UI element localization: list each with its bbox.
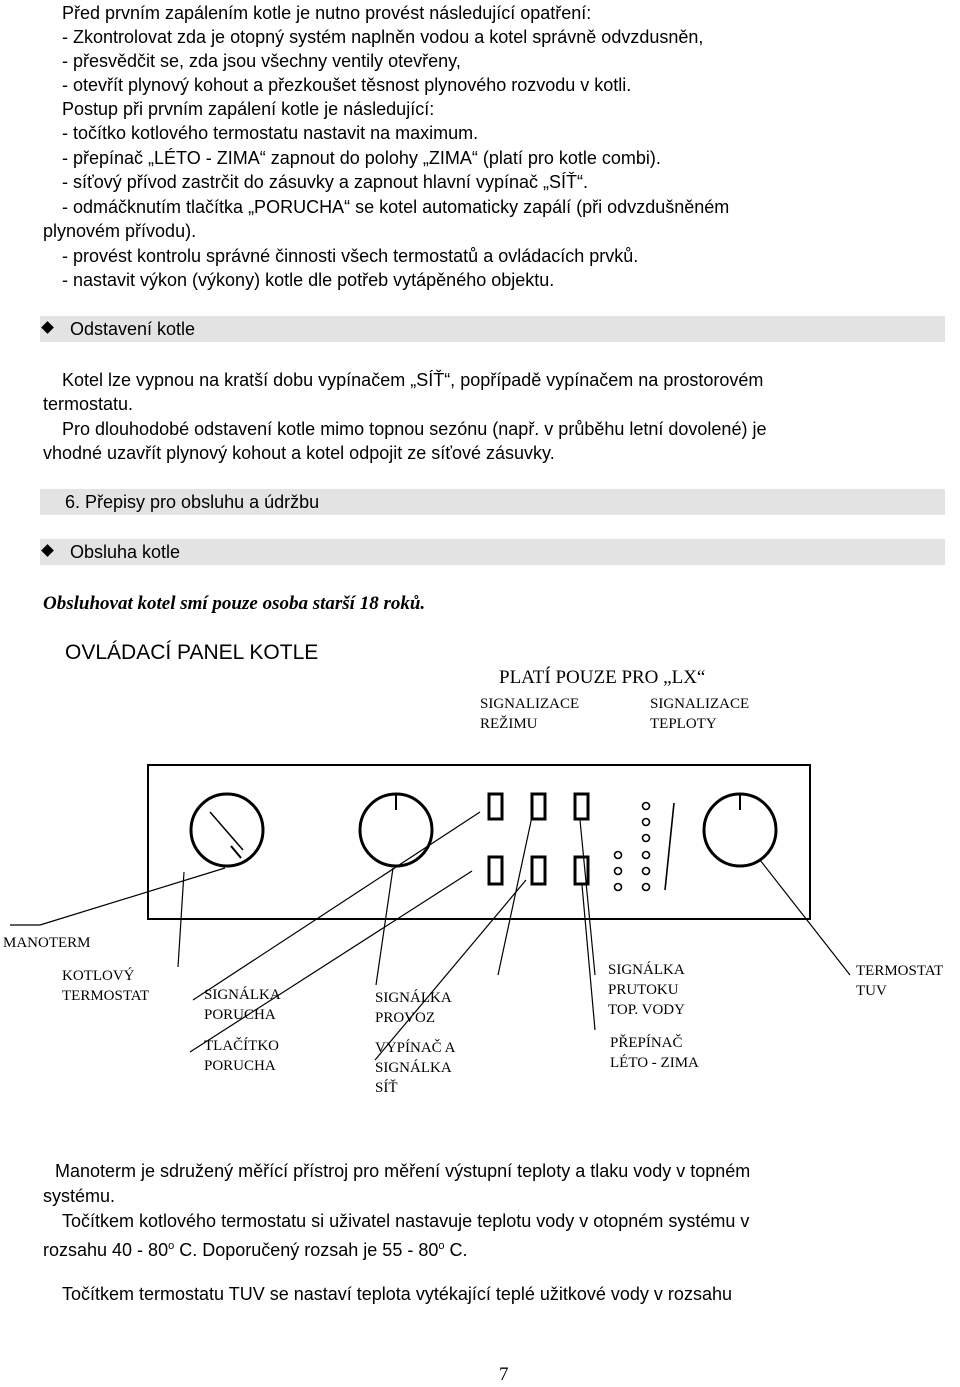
intro-line: - přepínač „LÉTO - ZIMA“ zapnout do polohy „ZIMA“ (platí pro kotle combi). bbox=[62, 148, 661, 168]
intro-line: plynovém přívodu). bbox=[43, 221, 197, 241]
label-manoterm: MANOTERM bbox=[3, 935, 91, 951]
paragraph-line: Pro dlouhodobé odstavení kotle mimo topnou sezónu (např. v průběhu letní dovolené) je bbox=[62, 419, 767, 439]
button-porucha-icon bbox=[489, 857, 502, 884]
intro-line: - provést kontrolu správné činnosti všech termostatů a ovládacích prvků. bbox=[62, 246, 639, 266]
boiler-thermostat-knob-icon bbox=[360, 794, 432, 866]
paragraph-line: rozsahu 40 - 80$^o$ C. Doporučený rozsah je 55 - 80$^o$ C. bbox=[43, 1240, 468, 1260]
label-tlacitko-porucha: TLAČÍTKO PORUCHA bbox=[204, 1038, 279, 1074]
manoterm-dial-icon bbox=[191, 794, 263, 866]
paragraph-line: termostatu. bbox=[43, 394, 134, 414]
label-signalka-prutok: SIGNÁLKA PRUTOKU TOP. VODY bbox=[608, 962, 685, 1018]
indicator-porucha-icon bbox=[489, 794, 502, 819]
indicator-provoz-icon bbox=[532, 794, 545, 819]
intro-line: - otevřít plynový kohout a přezkoušet těsnost plynového rozvodu v kotli. bbox=[62, 75, 632, 95]
intro-line: - síťový přívod zastrčit do zásuvky a zapnout hlavní vypínač „SÍŤ“. bbox=[62, 172, 588, 192]
paragraph-line: systému. bbox=[43, 1186, 116, 1206]
paragraph-line: vhodné uzavřít plynový kohout a kotel odpojit ze síťové zásuvky. bbox=[43, 443, 555, 463]
label-signalka-porucha: SIGNÁLKA PORUCHA bbox=[204, 987, 281, 1023]
label-signal-mode: SIGNALIZACE REŽIMU bbox=[480, 696, 580, 732]
label-prepinac-leto-zima: PŘEPÍNAČ LÉTO - ZIMA bbox=[610, 1035, 699, 1071]
section-heading-text: Odstavení kotle bbox=[70, 319, 196, 339]
chapter-heading-text: 6. Přepisy pro obsluhu a údržbu bbox=[65, 492, 320, 512]
panel-outline bbox=[148, 765, 810, 919]
paragraph-line: Točítkem kotlového termostatu si uživatel nastavuje teplotu vody v otopném systému v bbox=[62, 1211, 750, 1231]
intro-line: - Zkontrolovat zda je otopný systém naplněn vodou a kotel správně odvzdusněn, bbox=[62, 27, 704, 47]
paragraph-line: Kotel lze vypnou na kratší dobu vypínačem „SÍŤ“, popřípadě vypínačem na prostorovém bbox=[62, 370, 764, 390]
indicator-prutok-icon bbox=[575, 794, 588, 819]
intro-line: - odmáčknutím tlačítka „PORUCHA“ se kotel automaticky zapálí (při odvzdušněném bbox=[62, 197, 730, 217]
dhw-thermostat-knob-icon bbox=[704, 794, 776, 866]
intro-line: - přesvědčit se, zda jsou všechny ventily otevřeny, bbox=[62, 51, 461, 71]
paragraph-line: Manoterm je sdružený měřící přístroj pro měření výstupní teploty a tlaku vody v topném bbox=[55, 1161, 751, 1181]
temperature-leds-icon bbox=[615, 803, 650, 891]
section-heading-text: Obsluha kotle bbox=[70, 542, 181, 562]
intro-line: Postup při prvním zapálení kotle je následující: bbox=[62, 99, 435, 119]
lx-note: PLATÍ POUZE PRO „LX“ bbox=[499, 667, 706, 688]
label-signal-temp: SIGNALIZACE TEPLOTY bbox=[650, 696, 750, 732]
label-vypinac-sit: VYPÍNAČ A SIGNÁLKA SÍŤ bbox=[375, 1040, 456, 1096]
age-note: Obsluhovat kotel smí pouze osoba starší 18 roků. bbox=[43, 593, 426, 614]
intro-line: - točítko kotlového termostatu nastavit na maximum. bbox=[62, 123, 479, 143]
label-termostat-tuv: TERMOSTAT TUV bbox=[856, 963, 944, 999]
paragraph-line: Točítkem termostatu TUV se nastaví teplota vytékající teplé užitkové vody v rozsahu bbox=[62, 1284, 732, 1304]
panel-title: OVLÁDACÍ PANEL KOTLE bbox=[65, 641, 319, 664]
label-kotlovy-termostat: KOTLOVÝ TERMOSTAT bbox=[62, 968, 150, 1004]
slider-icon bbox=[665, 803, 674, 890]
page-number: 7 bbox=[499, 1364, 509, 1385]
intro-line: Před prvním zapálením kotle je nutno provést následující opatření: bbox=[62, 3, 592, 23]
intro-line: - nastavit výkon (výkony) kotle dle potřeb vytápěného objektu. bbox=[62, 270, 555, 290]
label-signalka-provoz: SIGNÁLKA PROVOZ bbox=[375, 990, 452, 1026]
switch-sit-icon bbox=[532, 857, 545, 884]
